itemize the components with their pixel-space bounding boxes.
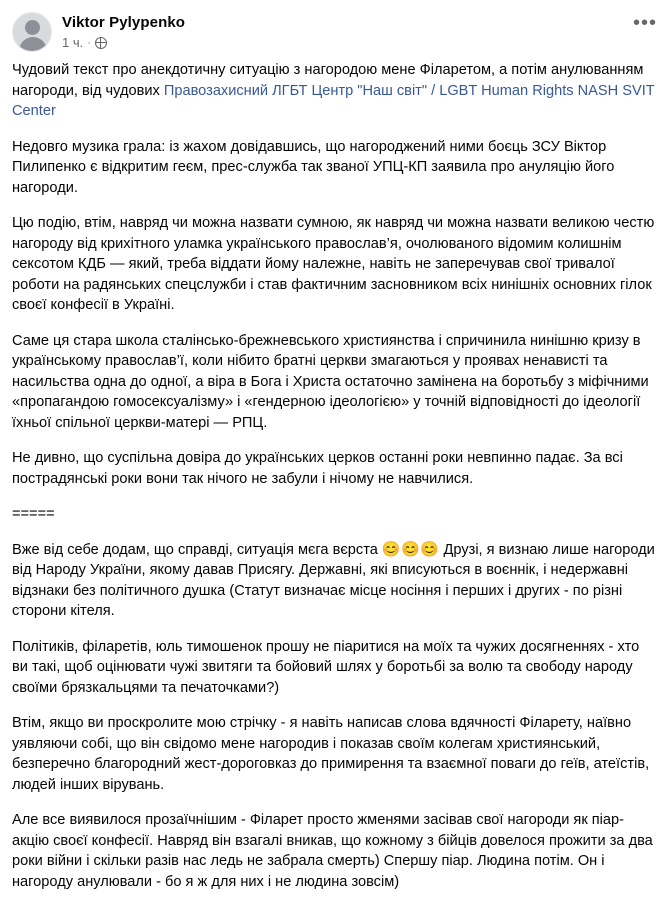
post-divider [12, 504, 659, 525]
post-text: Саме ця стара школа сталінсько-брежневського християнства і спричинила нинішню кризу в українському православ’ї, коли нібито братні церкви змагаються у проявах ненависті та насильства одна до одної, а віра в Бога і Христа остаточно замінена на боротьбу з міфічними «пропагандою гомосексуалізму» і «гендерною ідеологією» у точній відповідності до ідеології їхньої спільної церкви-матері — РПЦ. [12, 332, 649, 431]
post-text: Вже від себе додам, що справді, ситуація мєга вєрста [12, 541, 382, 558]
post-text: Недовго музика грала: із жахом довідавшись, що нагороджений ними боєць ЗСУ Віктор Пилипенко є відкритим геєм, прес-служба так званої УПЦ-КП заявила про ануляцію його нагороди. [12, 138, 615, 196]
post-paragraph [12, 137, 659, 199]
post-paragraph [12, 331, 659, 434]
post-mention-link[interactable]: Правозахисний ЛГБТ Центр "Наш світ" / LGBT Human Rights NASH SVIT Center [12, 82, 655, 119]
globe-icon[interactable] [95, 37, 107, 49]
post-header-text [62, 12, 185, 51]
post-timestamp[interactable]: 1 ч. [62, 35, 84, 50]
emoji-smiley: 😊😊😊 [381, 540, 440, 558]
avatar[interactable] [12, 12, 52, 52]
post-header [0, 0, 671, 58]
author-name[interactable]: Viktor Pylypenko [62, 14, 186, 31]
post-paragraph [12, 637, 659, 699]
post-text: Політиків, філаретів, юль тимошенок прошу не піаритися на моїх та чужих досягненнях - хто ви такі, щоб оцінювати чужі звитяги та бойовий шлях у боротьбі за волю та свободу народу своїми брязкальцями та печаточками?) [12, 638, 640, 696]
post-options-menu-icon[interactable]: ••• [632, 12, 657, 34]
post-paragraph [12, 540, 659, 622]
post-meta [62, 35, 185, 51]
post-text: ===== [12, 506, 55, 522]
post-text: Втім, якщо ви проскролите мою стрічку - я навіть написав слова вдячності Філарету, наївно уявляючи собі, що він свідомо мене нагородив і показав своїм колегам християнський, безперечно благородний жест-дороговказ до примирення та взаємної поваги до геїв, атеїстів, людей інших вірувань. [12, 715, 650, 793]
avatar-head-shape [25, 20, 40, 35]
post-paragraph [12, 810, 659, 892]
post-text: Але все виявилося прозаїчнішим - Філарет просто жменями засівав свої нагороди як піар-акцію своєї конфесії. Навряд він взагалі вникав, що кожному з бійців довелося прожити за два роки війни і скільки разів нас ледь не забрала смерть) Спершу піар. Людина потім. Он і нагороду анулювали - бо я ж для них і не людина зовсім) [12, 812, 653, 890]
post-paragraph [12, 713, 659, 795]
post-paragraph [12, 213, 659, 316]
meta-separator-dot: · [87, 37, 91, 49]
post-paragraph [12, 60, 659, 122]
post-body [0, 58, 671, 906]
post-text: Друзі, я визнаю лише нагороди від Народу України, якому давав Присягу. Державні, які вписуються в воєннік, і недержавні відзнаки без політичного душка (Статут визначає місце носіння і перших і других - по різні сторони кітеля. [12, 541, 655, 619]
avatar-body-shape [19, 37, 47, 52]
post-text: Чудовий текст про анекдотичну ситуацію з нагородою мене Філаретом, а потім анулюванням нагороди, від чудових [12, 62, 644, 99]
post-paragraph [12, 448, 659, 489]
post-text: Цю подію, втім, навряд чи можна назвати сумною, як навряд чи можна назвати великою честю нагороду від крихітного уламка українського православ’я, очолюваного відомим колишнім сексотом КДБ — який, треба віддати йому належне, навіть не заперечував свої тривалої роботи на радянських спецслужби і став фактичним засновником всіх нинішніх основних гілок своєї конфесії в Україні. [12, 215, 655, 313]
post-text: Не дивно, що суспільна довіра до українських церков останні роки невпинно падає. За всі пострадянські роки вони так нічого не забули і нічому не навчилися. [12, 450, 623, 487]
